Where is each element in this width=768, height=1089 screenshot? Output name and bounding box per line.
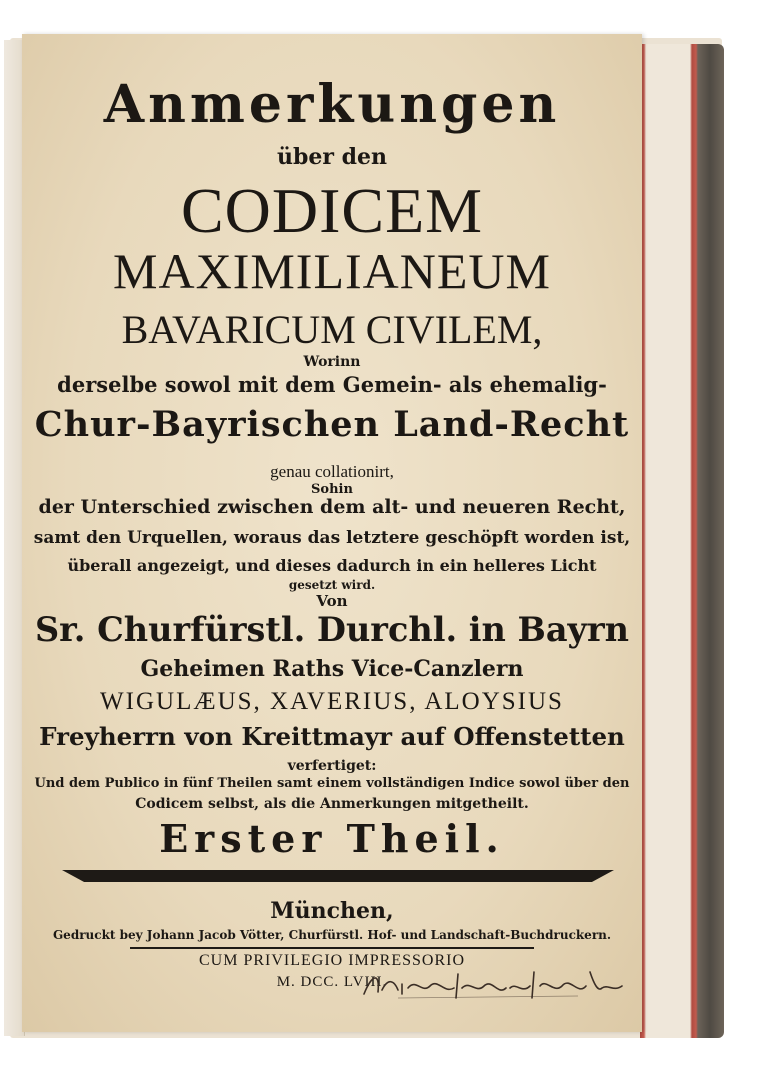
- line-verfertiget: verfertiget:: [287, 758, 377, 774]
- line-geheimen-raths: Geheimen Raths Vice-Canzlern: [140, 656, 524, 682]
- line-muenchen: München,: [270, 898, 394, 924]
- line-von: Von: [316, 592, 348, 610]
- line-derselbe: derselbe sowol mit dem Gemein- als ehemalig-: [57, 372, 607, 397]
- ornamental-rule: [62, 870, 614, 882]
- title-maximilianeum: MAXIMILIANEUM: [113, 243, 551, 299]
- title-anmerkungen: Anmerkungen: [103, 74, 561, 135]
- line-freyherrn: Freyherrn von Kreittmayr auf Offenstetten: [39, 722, 625, 751]
- line-privilegio: CUM PRIVILEGIO IMPRESSORIO: [198, 952, 466, 969]
- line-codicem-selbst: Codicem selbst, als die Anmerkungen mitgetheilt.: [135, 796, 529, 812]
- title-erster-theil: Erster Theil.: [159, 816, 505, 861]
- handwritten-signature: [358, 964, 628, 1004]
- line-publico: Und dem Publico in fünf Theilen samt einem vollständigen Indice sowol über den: [34, 776, 630, 791]
- title-page: [22, 34, 642, 1032]
- line-printer: Gedruckt bey Johann Jacob Vötter, Churfürstl. Hof- und Landschaft-Buchdruckern.: [52, 928, 612, 942]
- line-date-roman: M. DCC. LVIII.: [276, 974, 388, 990]
- title-codicem: CODICEM: [180, 175, 484, 246]
- line-sohin: Sohin: [311, 482, 353, 497]
- line-ueber-den: über den: [277, 144, 387, 170]
- line-urquellen: samt den Urquellen, woraus das letztere geschöpft worden ist,: [33, 528, 631, 548]
- title-chur-bayrischen: Chur-Bayrischen Land-Recht: [34, 404, 630, 445]
- line-author-names: WIGULÆUS, XAVERIUS, ALOYSIUS: [100, 688, 564, 715]
- imprint-rule: [130, 947, 534, 949]
- line-worinn: Worinn: [303, 354, 361, 370]
- line-ueberall: überall angezeigt, und dieses dadurch in ein helleres Licht: [67, 556, 597, 575]
- book-cover-edge: [640, 44, 724, 1038]
- title-bavaricum-civilem: BAVARICUM CIVILEM,: [121, 307, 543, 352]
- line-genau-collationirt: genau collationirt,: [270, 462, 394, 481]
- line-gesetzt: gesetzt wird.: [288, 578, 376, 592]
- line-churfuerstl: Sr. Churfürstl. Durchl. in Bayrn: [34, 610, 630, 649]
- line-unterschied: der Unterschied zwischen dem alt- und neueren Recht,: [38, 496, 626, 518]
